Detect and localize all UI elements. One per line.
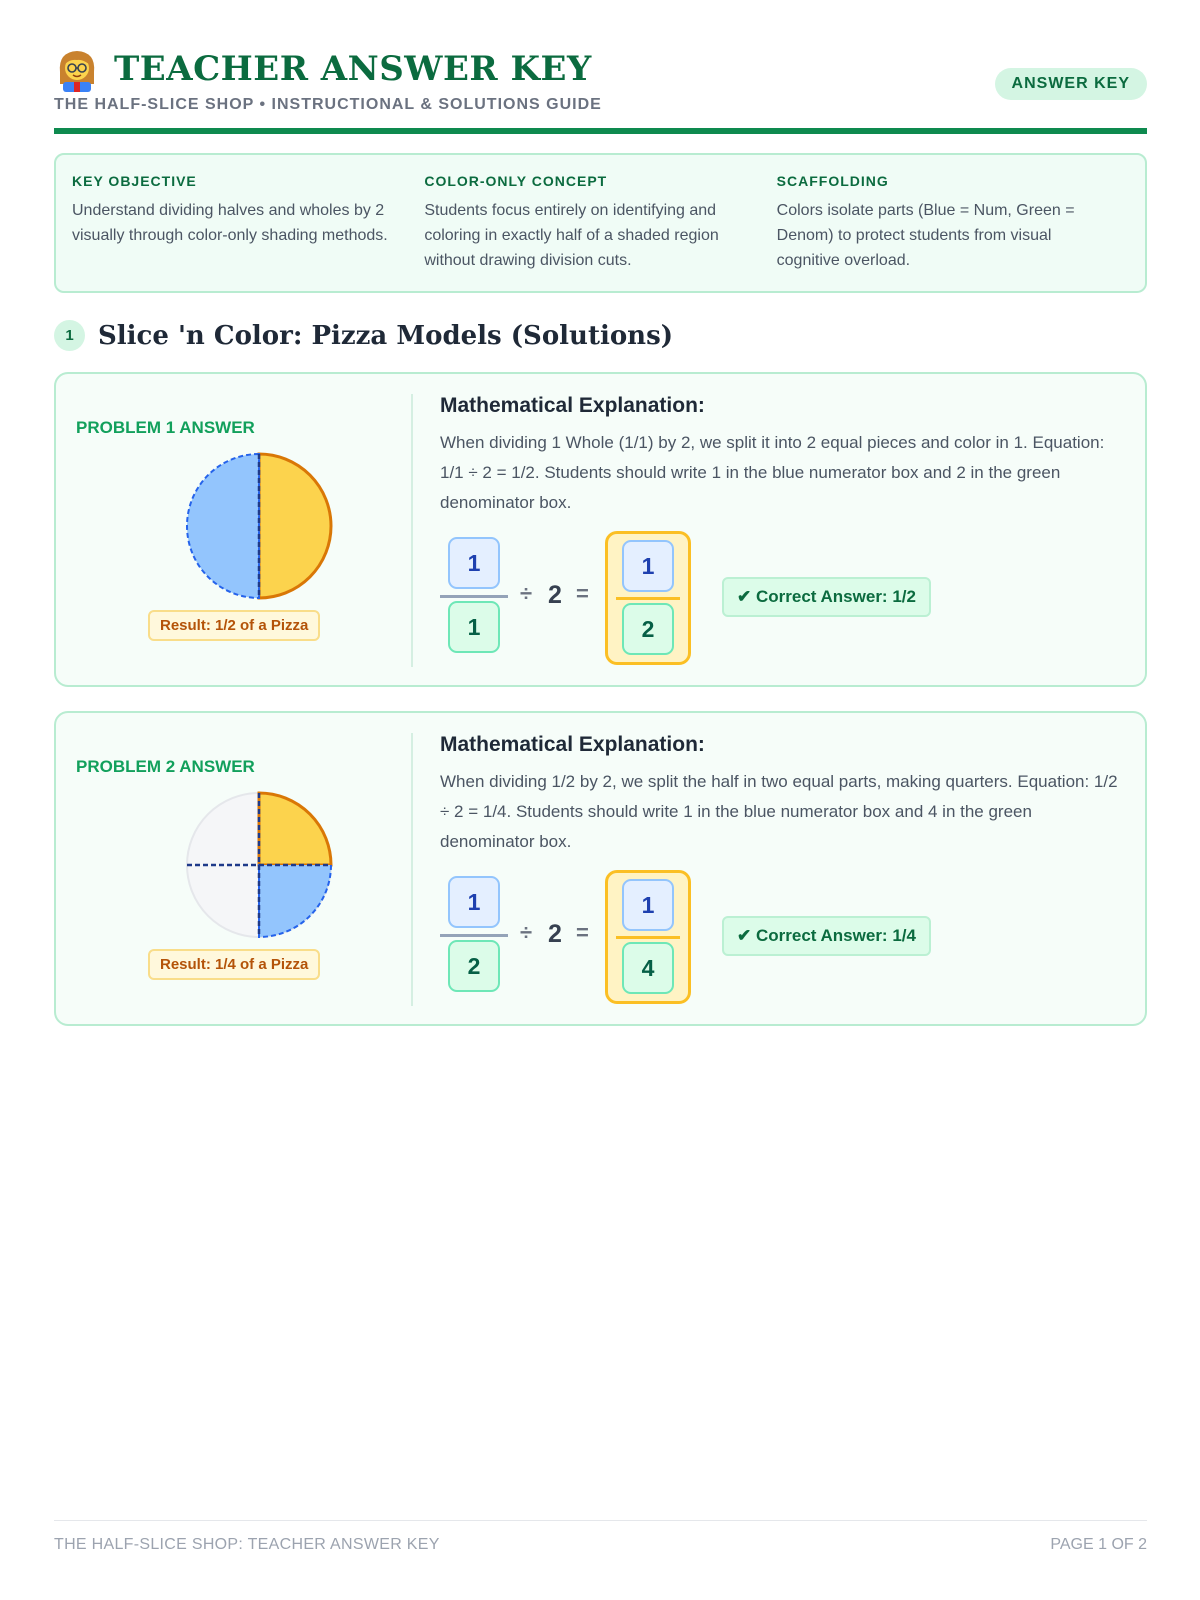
explanation-title: Mathematical Explanation: <box>440 733 705 756</box>
page-number: PAGE 1 OF 2 <box>1050 1536 1147 1553</box>
explanation-title: Mathematical Explanation: <box>440 394 705 417</box>
fraction-bar <box>440 934 508 937</box>
problem-card-1 <box>54 372 1147 687</box>
explanation-panel <box>440 733 1130 1006</box>
fraction-bar <box>440 595 508 598</box>
answer-fraction <box>605 531 691 665</box>
problem-label: PROBLEM 2 ANSWER <box>76 757 255 776</box>
info-text: Colors isolate parts (Blue = Num, Green = Denom) to protect students from visual cognitive overload. <box>776 202 1075 269</box>
equals-sign: = <box>576 581 589 606</box>
answer-fraction-bar <box>616 597 680 600</box>
pizza-model-panel <box>76 394 413 667</box>
denominator-box: 1 <box>448 601 500 653</box>
title-row <box>54 46 592 92</box>
numerator-box: 1 <box>448 876 500 928</box>
equals-sign: = <box>576 920 589 945</box>
answer-key-badge: ANSWER KEY <box>995 68 1147 100</box>
answer-fraction <box>605 870 691 1004</box>
divide-sign: ÷ <box>520 920 533 945</box>
section-number-badge: 1 <box>54 320 85 351</box>
result-label: Result: 1/2 of a Pizza <box>148 610 320 641</box>
info-heading: KEY OBJECTIVE <box>72 173 197 189</box>
explanation-text: When dividing 1 Whole (1/1) by 2, we split it into 2 equal pieces and color in 1. Equation: 1/1 ÷ 2 = 1/2. Students should write 1 in the blue numerator box and 2 in the green denominator box. <box>440 433 1105 512</box>
answer-denominator-box: 2 <box>622 603 674 655</box>
result-label: Result: 1/4 of a Pizza <box>148 949 320 980</box>
section-title: Slice 'n Color: Pizza Models (Solutions) <box>98 320 674 351</box>
denominator-box: 2 <box>448 940 500 992</box>
answer-numerator-box: 1 <box>622 540 674 592</box>
page-title: TEACHER ANSWER KEY <box>114 49 592 89</box>
correct-answer-badge: ✔ Correct Answer: 1/4 <box>722 916 931 956</box>
fraction-equation <box>440 531 1130 669</box>
starting-fraction <box>440 537 508 657</box>
divide-sign: ÷ <box>520 581 533 606</box>
info-heading: SCAFFOLDING <box>776 173 889 189</box>
fraction-equation <box>440 870 1130 1008</box>
info-column-objective <box>72 173 424 291</box>
info-text: Students focus entirely on identifying and coloring in exactly half of a shaded region without drawing division cuts. <box>424 202 719 269</box>
info-column-concept <box>424 173 776 291</box>
problem-card-2 <box>54 711 1147 1026</box>
answer-denominator-box: 4 <box>622 942 674 994</box>
problem-label: PROBLEM 1 ANSWER <box>76 418 255 437</box>
info-heading: COLOR-ONLY CONCEPT <box>424 173 608 189</box>
starting-fraction <box>440 876 508 996</box>
quarter-pizza-diagram <box>184 790 334 940</box>
divisor: 2 <box>548 920 562 948</box>
answer-fraction-bar <box>616 936 680 939</box>
footer-divider <box>54 1520 1147 1521</box>
info-panel <box>54 153 1147 293</box>
divisor: 2 <box>548 581 562 609</box>
explanation-panel <box>440 394 1130 667</box>
answer-key-page <box>54 0 1147 1600</box>
answer-numerator-box: 1 <box>622 879 674 931</box>
header-divider <box>54 128 1147 134</box>
teacher-emoji-icon <box>54 46 100 92</box>
pizza-model-panel <box>76 733 413 1006</box>
info-text: Understand dividing halves and wholes by 2 visually through color-only shading methods. <box>72 202 388 244</box>
section-heading <box>54 320 673 351</box>
numerator-box: 1 <box>448 537 500 589</box>
info-column-scaffolding <box>777 173 1129 291</box>
page-subtitle: THE HALF-SLICE SHOP • INSTRUCTIONAL & SOLUTIONS GUIDE <box>54 96 602 113</box>
half-pizza-diagram <box>184 451 334 601</box>
footer-title: THE HALF-SLICE SHOP: TEACHER ANSWER KEY <box>54 1536 440 1553</box>
correct-answer-badge: ✔ Correct Answer: 1/2 <box>722 577 931 617</box>
explanation-text: When dividing 1/2 by 2, we split the half in two equal parts, making quarters. Equation: 1/2 ÷ 2 = 1/4. Students should write 1 in the blue numerator box and 4 in the green denominator box. <box>440 772 1118 851</box>
page-header <box>54 40 1147 132</box>
